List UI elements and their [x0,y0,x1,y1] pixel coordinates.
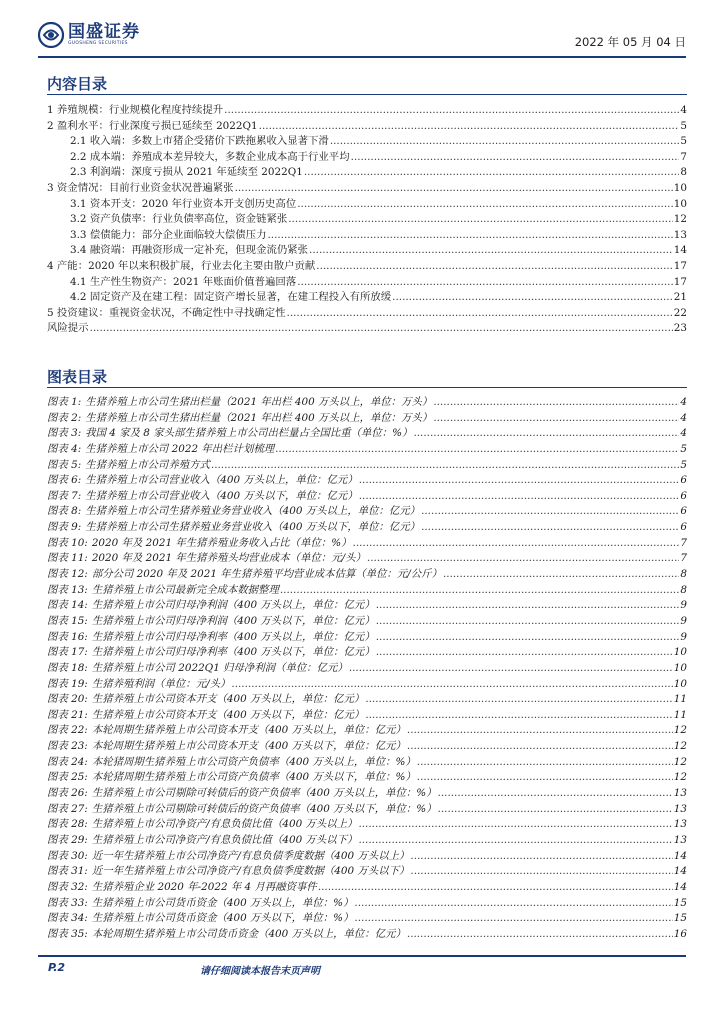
figure-entry-label: 图表 13: [47,583,88,596]
figure-entry-text: 生猪养殖上市公司 2022Q1 归母净利润（单位：亿元） [91,661,348,674]
figure-entry-text: 生猪养殖上市公司剔除可转债后的资产负债率（400 万头以下，单位：%） [91,802,437,815]
figure-entry-label: 图表 33: [47,896,88,909]
leader-dots [417,755,673,771]
leader-dots [280,583,680,599]
list-of-figures [47,395,687,942]
toc-entry-text: 风险提示 [47,322,89,335]
leader-dots [358,817,672,833]
logo-icon [38,22,64,48]
figure-entry[interactable] [47,426,687,442]
figure-entry-page: 10 [673,661,687,674]
leader-dots [410,849,672,865]
toc-entry[interactable] [47,212,687,228]
figure-entry-text: 生猪养殖上市公司最新完全成本数据整理 [91,583,279,596]
toc-entry[interactable] [47,228,687,244]
figure-entry[interactable] [47,661,687,677]
toc-entry[interactable] [47,165,687,181]
figure-entry-label: 图表 10: [47,536,88,549]
figure-entry[interactable] [47,645,687,661]
figure-entry-label: 图表 31: [47,865,88,878]
figure-entry-label: 图表 32: [47,880,88,893]
toc-entry-text: 3.3 偿债能力：部分企业面临较大偿债压力 [70,228,267,241]
leader-dots [376,598,680,614]
figure-entry-text: 生猪养殖上市公司货币资金（400 万头以上，单位：%） [91,896,354,909]
figure-entry-page: 16 [673,927,687,940]
leader-dots [224,103,679,119]
figure-entry-text: 本轮周期生猪养殖上市公司资本开支（400 万头以下，单位：亿元） [91,740,406,753]
leader-dots [365,708,672,724]
figure-entry-label: 图表 27: [47,802,88,815]
leader-dots [367,551,679,567]
toc-entry-page: 5 [680,135,687,148]
figures-title-divider [47,387,687,388]
figure-entry[interactable] [47,489,687,505]
toc-entry-text: 2.1 收入端：多数上市猪企受猪价下跌拖累收入显著下滑 [70,135,329,148]
leader-dots [365,692,672,708]
figure-entry[interactable] [47,708,687,724]
toc-entry-page: 8 [680,166,687,179]
figure-entry-label: 图表 29: [47,833,88,846]
figure-entry-page: 6 [680,521,687,534]
leader-dots [376,645,673,661]
figure-entry[interactable] [47,755,687,771]
figure-entry-text: 生猪养殖上市公司归母净利率（400 万头以下，单位：亿元） [91,646,375,659]
figure-entry-page: 14 [673,849,687,862]
toc-entry-page: 10 [673,197,687,210]
figure-entry-page: 15 [673,896,687,909]
toc-entry-page: 4 [680,104,687,116]
report-date: 2022 年 05 月 04 日 [574,35,686,49]
figure-entry[interactable] [47,786,687,802]
figure-entry-label: 图表 28: [47,818,88,831]
toc-entry-page: 17 [673,275,687,288]
leader-dots [259,119,680,135]
figure-entry-page: 4 [680,396,687,408]
leader-dots [354,911,672,927]
figure-entry-page: 7 [680,552,687,565]
figure-entry[interactable] [47,880,687,896]
figure-entry-text: 生猪养殖上市公司生猪出栏量（2021 年出栏 400 万头以上，单位：万头） [85,396,433,408]
figure-entry-label: 图表 5: [47,458,82,471]
figure-entry-page: 6 [680,474,687,487]
figure-entry-page: 14 [673,865,687,878]
figure-entry-page: 11 [673,708,687,721]
figure-entry-text: 本轮周期生猪养殖上市公司货币资金（400 万头以上，单位：亿元） [91,927,406,940]
leader-dots [235,181,673,197]
figure-entry-text: 生猪养殖上市公司净资产/有息负债比值（400 万头以上） [91,818,358,831]
figure-entry[interactable] [47,395,687,411]
toc-entry-text: 3.4 融资端：再融资形成一定补充，但现金流仍紧张 [70,244,309,257]
figure-entry-label: 图表 3: [47,427,82,440]
figure-entry-label: 图表 34: [47,912,88,925]
leader-dots [358,833,672,849]
figure-entry-page: 4 [680,427,687,440]
toc-entry[interactable] [47,181,687,197]
toc-entry-text: 2.3 利润端：深度亏损从 2021 年延续至 2022Q1 [70,166,303,179]
leader-dots [410,864,672,880]
figure-entry[interactable] [47,551,687,567]
figure-entry[interactable] [47,473,687,489]
figure-entry-label: 图表 16: [47,630,88,643]
figure-entry-label: 图表 18: [47,661,88,674]
figure-entry-text: 生猪养殖上市公司剔除可转债后的资产负债率（400 万头以上，单位：%） [91,787,437,800]
figure-entry-label: 图表 1: [47,396,82,408]
figure-entry[interactable] [47,770,687,786]
figure-entry[interactable] [47,583,687,599]
logo-name-cn: 国盛证券 [68,22,140,42]
leader-dots [438,786,673,802]
leader-dots [231,677,672,693]
leader-dots [297,197,673,213]
figure-entry-label: 图表 19: [47,677,88,690]
toc-entry[interactable] [47,119,687,135]
leader-dots [421,504,679,520]
leader-dots [304,165,680,181]
figure-entry-label: 图表 6: [47,474,82,487]
figure-entry-page: 13 [673,833,687,846]
figure-entry-label: 图表 21: [47,708,88,721]
figure-entry[interactable] [47,677,687,693]
figure-entry[interactable] [47,598,687,614]
page-number: P.2 [48,961,66,974]
leader-dots [330,134,680,150]
toc-entry-text: 4.1 生产性生物资产：2021 年账面价值普遍回落 [70,275,297,288]
figure-entry-text: 近一年生猪养殖上市公司净资产/有息负债季度数据（400 万头以下） [91,865,410,878]
toc-entry-text: 5 投资建议：重视资金状况，不确定性中寻找确定性 [47,306,286,319]
figure-entry-page: 9 [680,599,687,612]
figure-entry-page: 13 [673,802,687,815]
leader-dots [417,770,673,786]
toc-entry[interactable] [47,306,687,322]
toc-entry-page: 13 [673,228,687,241]
leader-dots [433,411,679,427]
toc-entry-page: 14 [673,244,687,257]
toc-title: 内容目录 [47,75,108,93]
figure-entry-text: 生猪养殖上市公司货币资金（400 万头以下，单位：%） [91,912,354,925]
leader-dots [407,723,673,739]
toc-entry-page: 12 [673,213,687,226]
leader-dots [376,614,680,630]
figure-entry-text: 本轮猪周期生猪养殖上市公司资产负债率（400 万头以上，单位：%） [91,755,416,768]
figure-entry-text: 生猪养殖上市公司营业收入（400 万头以上，单位：亿元） [85,474,358,487]
leader-dots [275,442,679,458]
figure-entry-text: 生猪养殖企业 2020 年-2022 年 4 月再融资事件 [91,880,317,893]
figure-entry[interactable] [47,833,687,849]
figure-entry-text: 生猪养殖上市公司归母净利润（400 万头以上，单位：亿元） [91,599,375,612]
leader-dots [90,321,673,337]
leader-dots [318,880,673,896]
leader-dots [407,739,673,755]
leader-dots [349,661,673,677]
figure-entry-page: 13 [673,787,687,800]
toc-entry-text: 4.2 固定资产及在建工程：固定资产增长显著，在建工程投入有所放缓 [70,291,392,304]
company-logo [38,22,140,48]
disclaimer-note: 请仔细阅读本报告末页声明 [200,966,320,977]
figure-entry-label: 图表 15: [47,614,88,627]
figure-entry-label: 图表 7: [47,489,82,502]
figure-entry-page: 13 [673,818,687,831]
toc-entry-text: 3.2 资产负债率：行业负债率高位，资金链紧张 [70,213,288,226]
figure-entry-page: 12 [673,771,687,784]
figure-entry[interactable] [47,630,687,646]
figure-entry-text: 生猪养殖利润（单位：元/头） [91,677,231,690]
leader-dots [359,473,680,489]
figure-entry-text: 生猪养殖上市公司净资产/有息负债比值（400 万头以下） [91,833,358,846]
toc-title-divider [47,94,687,95]
figure-entry[interactable] [47,864,687,880]
leader-dots [392,290,673,306]
figure-entry-page: 8 [680,583,687,596]
figure-entry-text: 生猪养殖上市公司归母净利润（400 万头以下，单位：亿元） [91,614,375,627]
figure-entry-text: 生猪养殖上市公司资本开支（400 万头以下，单位：亿元） [91,708,365,721]
leader-dots [354,896,672,912]
figure-entry-label: 图表 20: [47,693,88,706]
toc-entry-text: 3 资金情况：目前行业资金状况普遍紧张 [47,181,234,194]
toc-entry-text: 1 养殖规模：行业规模化程度持续提升 [47,104,224,116]
figure-entry[interactable] [47,520,687,536]
toc-entry-page: 23 [673,322,687,335]
figure-entry-page: 12 [673,724,687,737]
figure-entry[interactable] [47,458,687,474]
toc-entry-page: 5 [680,119,687,132]
toc-entry[interactable] [47,259,687,275]
toc-entry[interactable] [47,134,687,150]
logo-name-en: GUOSHENG SECURITIES [68,41,128,46]
figures-title: 图表目录 [47,368,108,386]
table-of-contents [47,103,687,337]
figure-entry-label: 图表 17: [47,646,88,659]
figure-entry-label: 图表 26: [47,787,88,800]
figure-entry-label: 图表 2: [47,411,82,424]
figure-entry[interactable] [47,504,687,520]
leader-dots [433,395,679,411]
figure-entry[interactable] [47,567,687,583]
figure-entry-label: 图表 12: [47,568,88,581]
figure-entry[interactable] [47,849,687,865]
toc-entry[interactable] [47,275,687,291]
figure-entry-text: 生猪养殖上市公司资本开支（400 万头以上，单位：亿元） [91,693,365,706]
figure-entry-page: 10 [673,677,687,690]
figure-entry-page: 6 [680,505,687,518]
leader-dots [287,306,673,322]
leader-dots [309,243,673,259]
toc-entry-page: 22 [673,306,687,319]
figure-entry-text: 2020 年及 2021 年生猪养殖头均营业成本（单位：元/头） [91,552,366,565]
figure-entry-label: 图表 23: [47,740,88,753]
figure-entry[interactable] [47,692,687,708]
leader-dots [443,567,679,583]
toc-entry-page: 17 [673,259,687,272]
toc-entry[interactable] [47,150,687,166]
figure-entry-text: 生猪养殖上市公司归母净利率（400 万头以上，单位：亿元） [91,630,375,643]
figure-entry-text: 生猪养殖上市公司生猪养殖业务营业收入（400 万头以下，单位：亿元） [85,521,421,534]
figure-entry-page: 12 [673,740,687,753]
figure-entry-page: 9 [680,614,687,627]
leader-dots [288,212,673,228]
figure-entry-text: 近一年生猪养殖上市公司净资产/有息负债季度数据（400 万头以上） [91,849,410,862]
figure-entry[interactable] [47,911,687,927]
figure-entry-page: 5 [680,458,687,471]
figure-entry[interactable] [47,802,687,818]
figure-entry[interactable] [47,817,687,833]
figure-entry-text: 生猪养殖上市公司生猪养殖业务营业收入（400 万头以上，单位：亿元） [85,505,421,518]
figure-entry-page: 4 [680,411,687,424]
leader-dots [413,426,679,442]
leader-dots [297,275,673,291]
toc-entry[interactable] [47,290,687,306]
figure-entry-page: 12 [673,755,687,768]
toc-entry-text: 2.2 成本端：养殖成本差异较大，多数企业成本高于行业平均 [70,150,350,163]
figure-entry-text: 部分公司 2020 年及 2021 年生猪养殖平均营业成本估算（单位：元/公斤） [91,568,442,581]
figure-entry[interactable] [47,739,687,755]
toc-entry-page: 10 [673,181,687,194]
toc-entry-text: 3.1 资本开支：2020 年行业资本开支创历史高位 [70,197,297,210]
figure-entry[interactable] [47,723,687,739]
leader-dots [316,259,673,275]
figure-entry[interactable] [47,614,687,630]
leader-dots [376,630,680,646]
leader-dots [421,520,679,536]
figure-entry-page: 11 [673,693,687,706]
figure-entry[interactable] [47,442,687,458]
figure-entry-page: 7 [680,536,687,549]
page-header [38,22,686,52]
leader-dots [438,802,673,818]
figure-entry-page: 6 [680,489,687,502]
figure-entry-page: 14 [673,880,687,893]
toc-entry-text: 2 盈利水平：行业深度亏损已延续至 2022Q1 [47,119,258,132]
toc-entry[interactable] [47,321,687,337]
leader-dots [359,489,680,505]
figure-entry[interactable] [47,411,687,427]
figure-entry-page: 15 [673,912,687,925]
figure-entry-label: 图表 9: [47,521,82,534]
figure-entry-text: 2020 年及 2021 年生猪养殖业务收入占比（单位：%） [91,536,352,549]
leader-dots [351,150,680,166]
toc-entry[interactable] [47,243,687,259]
figure-entry-label: 图表 35: [47,927,88,940]
figure-entry-label: 图表 25: [47,771,88,784]
toc-entry-page: 21 [673,291,687,304]
figure-entry[interactable] [47,896,687,912]
toc-entry-text: 4 产能：2020 年以来积极扩展，行业去化主要由散户贡献 [47,259,316,272]
figure-entry[interactable] [47,927,687,943]
figure-entry[interactable] [47,536,687,552]
figure-entry-text: 生猪养殖上市公司 2022 年出栏计划梳理 [85,442,275,455]
figure-entry-label: 图表 30: [47,849,88,862]
leader-dots [353,536,680,552]
figure-entry-label: 图表 11: [47,552,88,565]
figure-entry-label: 图表 8: [47,505,82,518]
figure-entry-label: 图表 4: [47,442,82,455]
figure-entry-text: 本轮周期生猪养殖上市公司资本开支（400 万头以上，单位：亿元） [91,724,406,737]
toc-entry[interactable] [47,197,687,213]
figure-entry-text: 生猪养殖上市公司养殖方式 [85,458,210,471]
leader-dots [267,228,672,244]
leader-dots [211,458,679,474]
figure-entry-text: 我国 4 家及 8 家头部生猪养殖上市公司出栏量占全国比重（单位：%） [85,427,413,440]
figure-entry-label: 图表 24: [47,755,88,768]
leader-dots [407,927,673,943]
figure-entry-page: 10 [673,646,687,659]
figure-entry-label: 图表 22: [47,724,88,737]
figure-entry-page: 5 [680,442,687,455]
figure-entry-label: 图表 14: [47,599,88,612]
figure-entry-text: 生猪养殖上市公司生猪出栏量（2021 年出栏 400 万头以上，单位：万头） [85,411,433,424]
figure-entry-text: 本轮猪周期生猪养殖上市公司资产负债率（400 万头以下，单位：%） [91,771,416,784]
figure-entry-page: 9 [680,630,687,643]
toc-entry[interactable] [47,103,687,119]
toc-entry-page: 7 [680,150,687,163]
figure-entry-text: 生猪养殖上市公司营业收入（400 万头以下，单位：亿元） [85,489,358,502]
header-divider [38,56,686,58]
footer-divider [38,955,686,957]
figure-entry-page: 8 [680,568,687,581]
